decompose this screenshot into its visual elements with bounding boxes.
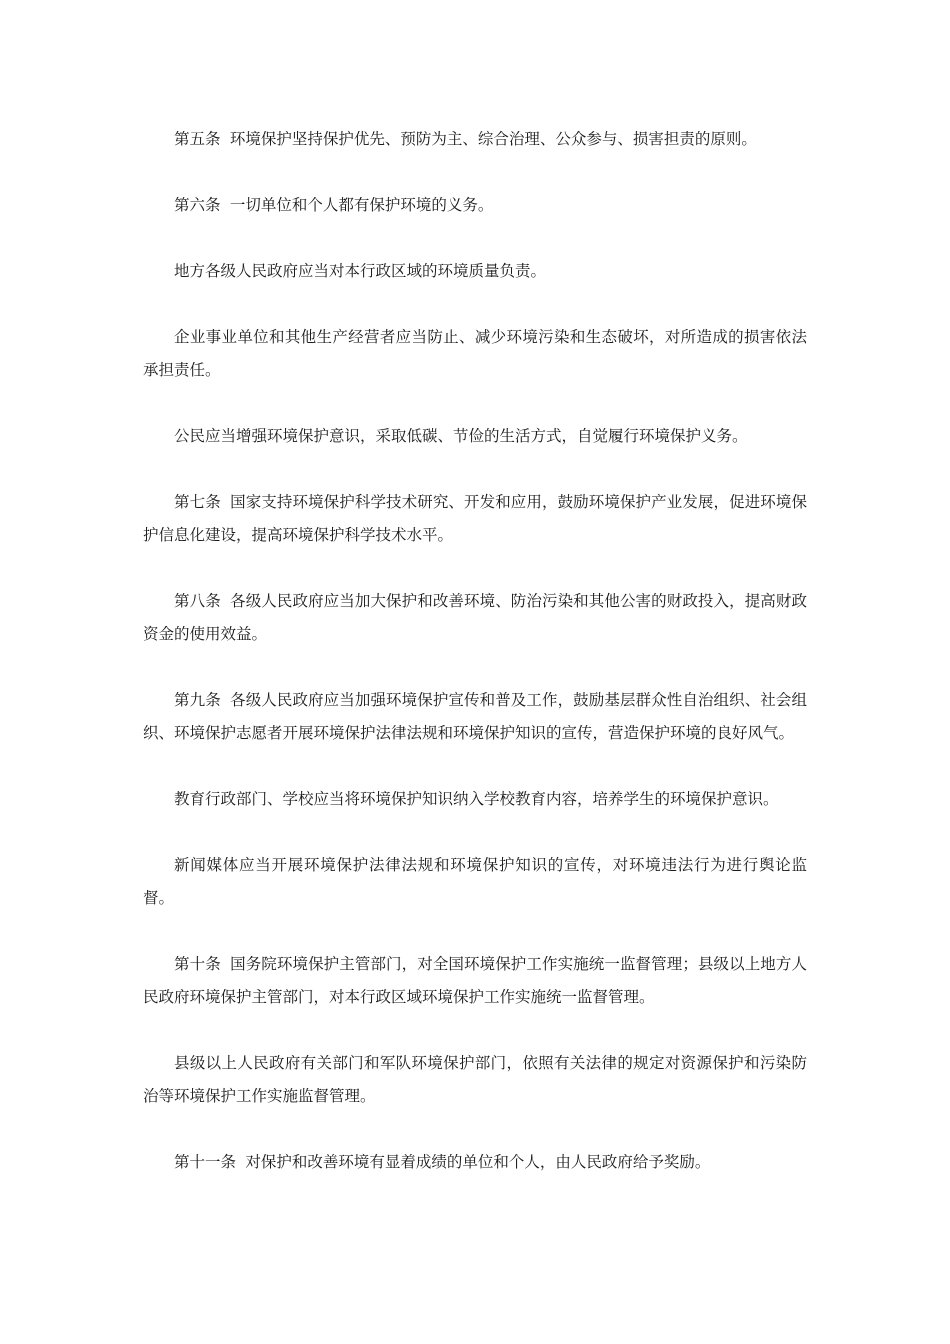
paragraph-text: 县级以上人民政府有关部门和军队环境保护部门，依照有关法律的规定对资源保护和污染防治等环境保护工作实施监督管理。	[143, 1054, 807, 1105]
paragraph-text: 企业事业单位和其他生产经营者应当防止、减少环境污染和生态破坏，对所造成的损害依法承担责任。	[143, 328, 807, 379]
paragraph	[143, 1047, 807, 1113]
article-number: 第九条	[174, 691, 221, 709]
paragraph-text: 环境保护坚持保护优先、预防为主、综合治理、公众参与、损害担责的原则。	[229, 130, 757, 148]
paragraph-text: 国家支持环境保护科学技术研究、开发和应用，鼓励环境保护产业发展，促进环境保护信息化建设，提高环境保护科学技术水平。	[143, 493, 807, 544]
paragraph-text: 地方各级人民政府应当对本行政区域的环境质量负责。	[174, 262, 547, 280]
paragraph	[143, 849, 807, 915]
paragraph	[143, 420, 807, 453]
paragraph-article-8	[143, 585, 807, 651]
paragraph-article-6	[143, 189, 807, 222]
paragraph-text: 对保护和改善环境有显着成绩的单位和个人，由人民政府给予奖励。	[245, 1153, 711, 1171]
article-number: 第十一条	[174, 1153, 237, 1171]
paragraph	[143, 783, 807, 816]
paragraph-article-9	[143, 684, 807, 750]
document-body	[143, 123, 807, 1212]
paragraph-article-5	[143, 123, 807, 156]
paragraph-text: 新闻媒体应当开展环境保护法律法规和环境保护知识的宣传，对环境违法行为进行舆论监督。	[143, 856, 807, 907]
article-number: 第七条	[174, 493, 221, 511]
paragraph-text: 国务院环境保护主管部门，对全国环境保护工作实施统一监督管理；县级以上地方人民政府环境保护主管部门，对本行政区域环境保护工作实施统一监督管理。	[143, 955, 807, 1006]
article-number: 第十条	[174, 955, 221, 973]
paragraph-article-7	[143, 486, 807, 552]
paragraph-article-11	[143, 1146, 807, 1179]
paragraph-article-10	[143, 948, 807, 1014]
paragraph-text: 各级人民政府应当加强环境保护宣传和普及工作，鼓励基层群众性自治组织、社会组织、环境保护志愿者开展环境保护法律法规和环境保护知识的宣传，营造保护环境的良好风气。	[143, 691, 807, 742]
paragraph-text: 公民应当增强环境保护意识，采取低碳、节俭的生活方式，自觉履行环境保护义务。	[174, 427, 748, 445]
paragraph	[143, 255, 807, 288]
paragraph-text: 教育行政部门、学校应当将环境保护知识纳入学校教育内容，培养学生的环境保护意识。	[174, 790, 779, 808]
article-number: 第六条	[174, 196, 221, 214]
paragraph	[143, 321, 807, 387]
paragraph-text: 各级人民政府应当加大保护和改善环境、防治污染和其他公害的财政投入，提高财政资金的使用效益。	[143, 592, 807, 643]
article-number: 第八条	[174, 592, 221, 610]
paragraph-text: 一切单位和个人都有保护环境的义务。	[229, 196, 494, 214]
article-number: 第五条	[174, 130, 221, 148]
